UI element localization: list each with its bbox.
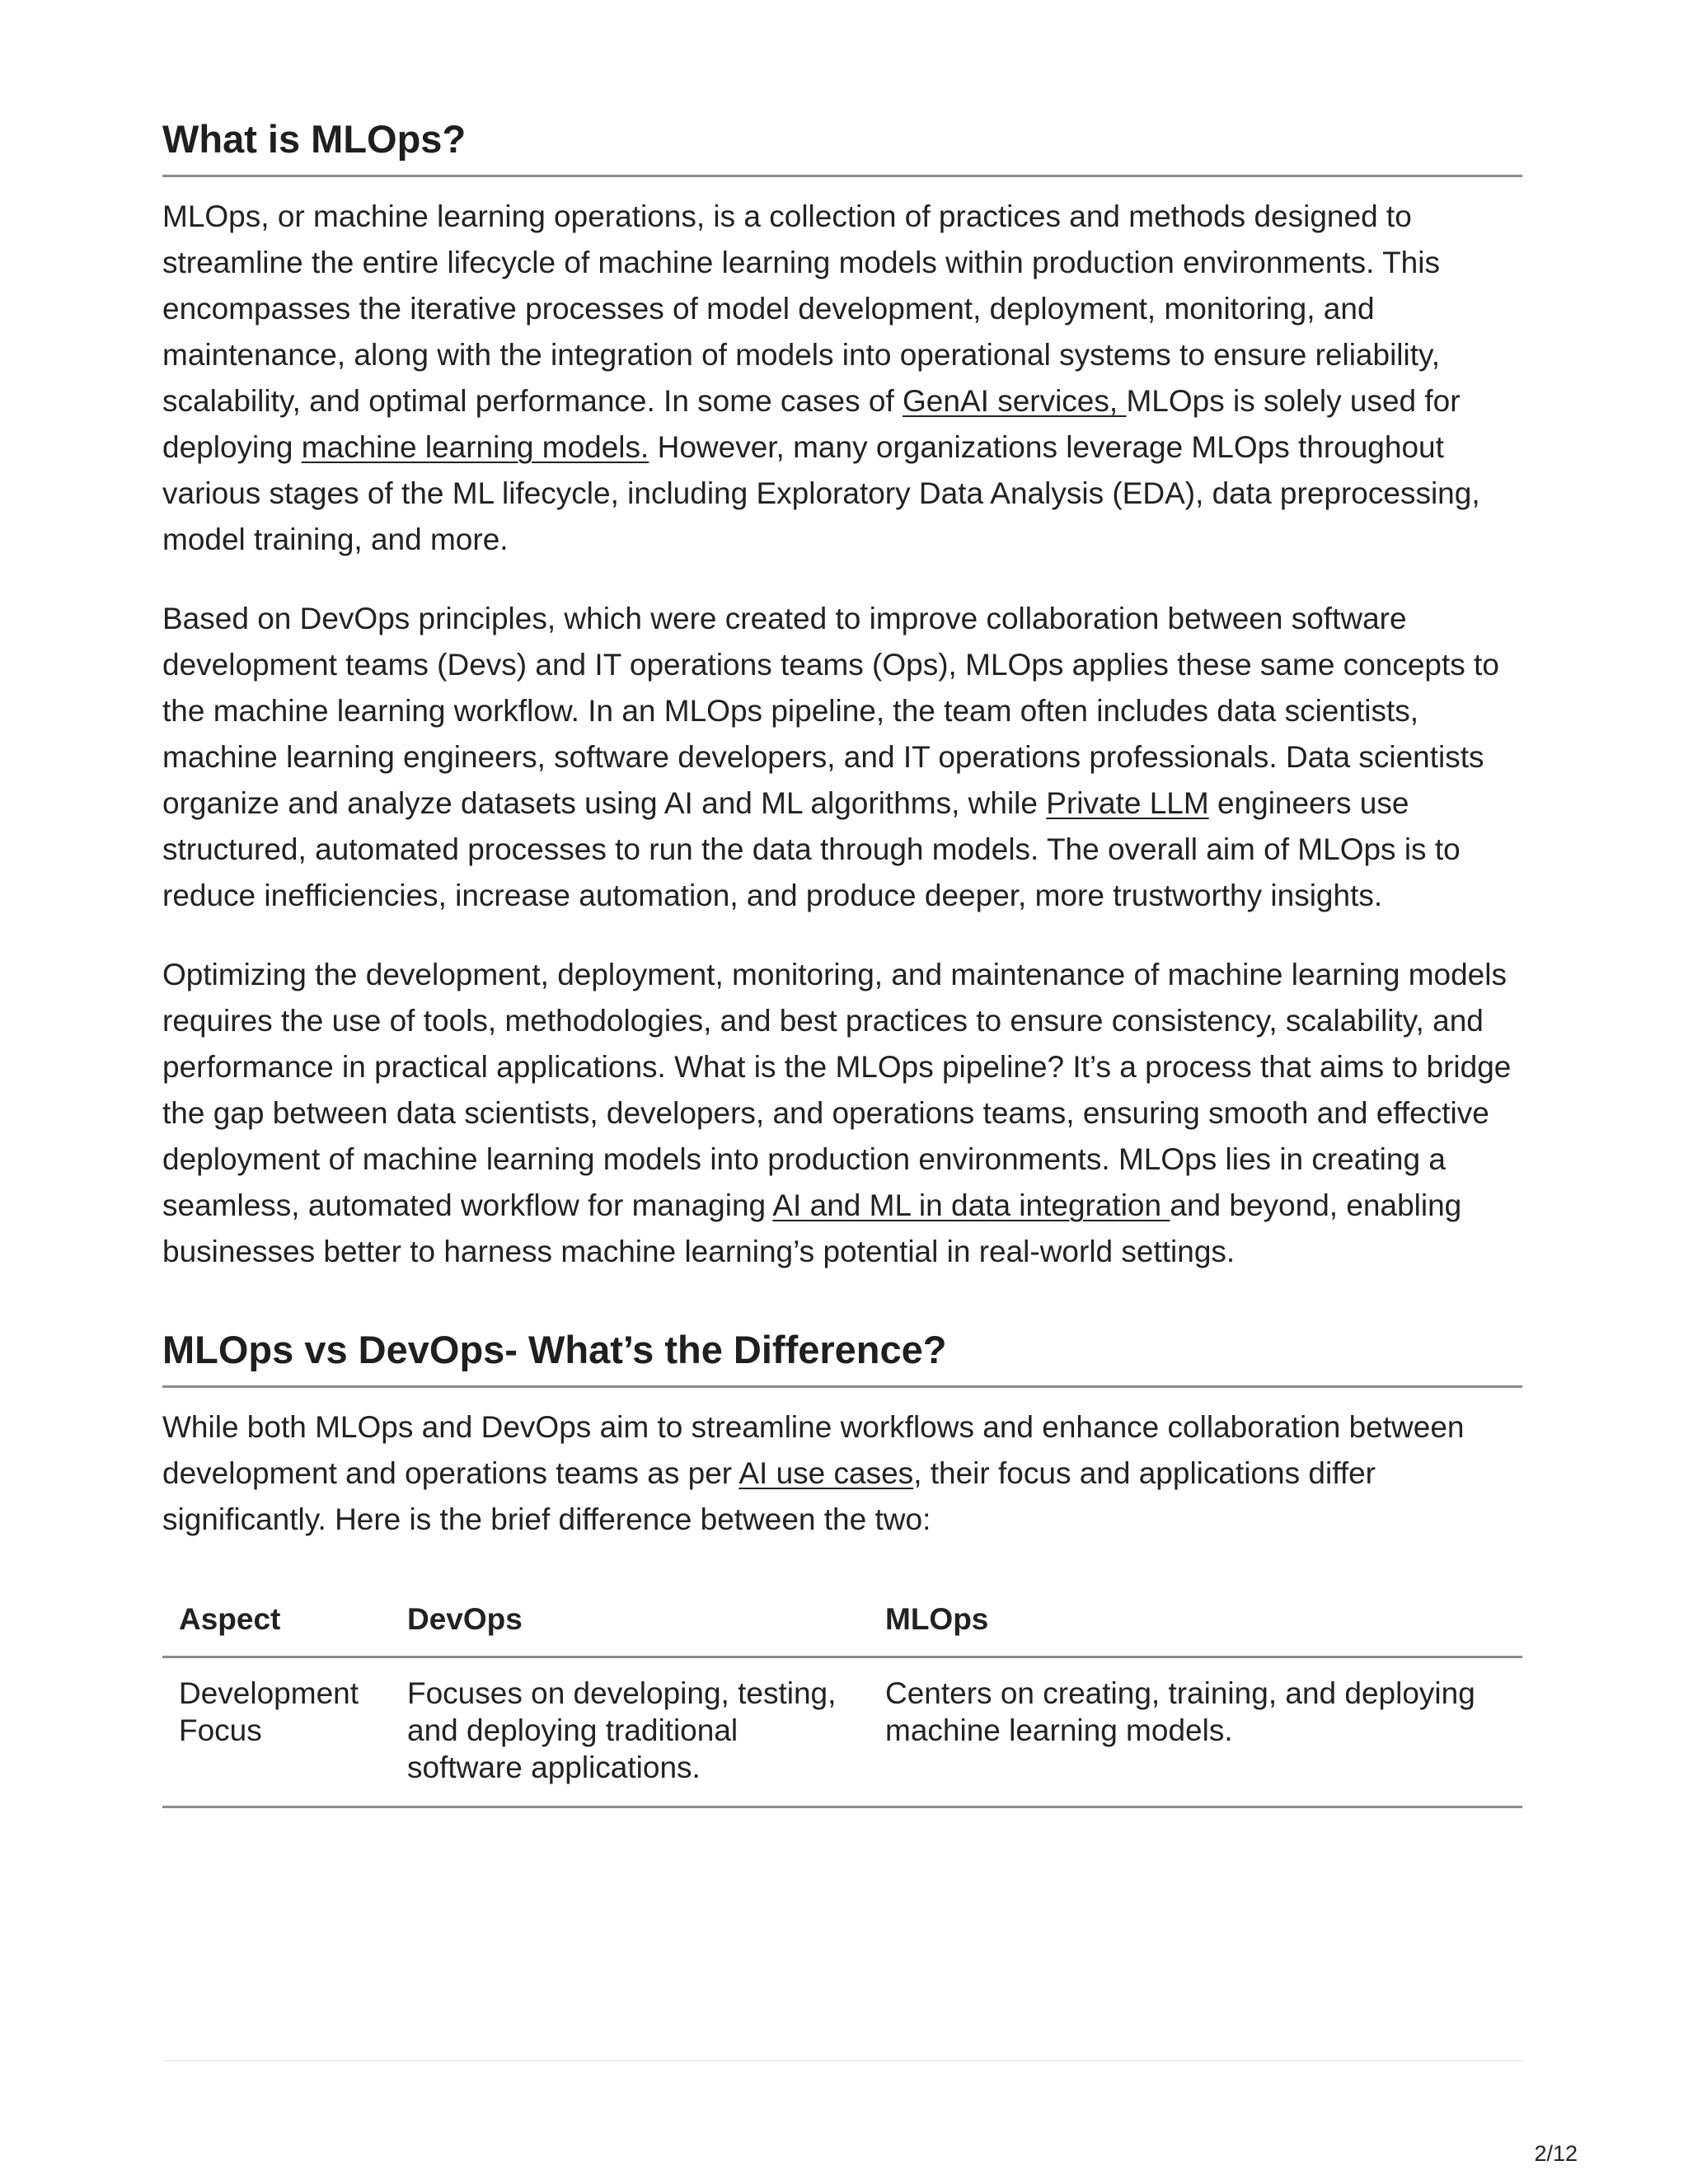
- section-title-mlops-vs-devops: MLOps vs DevOps- What’s the Difference?: [162, 1326, 1522, 1388]
- footer-divider: [162, 2060, 1522, 2061]
- text-run: While both MLOps and DevOps aim to streamline workflows and enhance collaboration between development and operations teams as per: [162, 1410, 1465, 1490]
- text-run: Based on DevOps principles, which were created to improve collaboration between software development teams (Devs) and IT operations teams (Ops), MLOps applies these same concepts to the machine learning workflow. In an MLOps pipeline, the team often includes data scientists, machine learning engineers, software developers, and IT operations professionals. Data scientists organize and analyze datasets using AI and ML algorithms, while: [162, 602, 1499, 820]
- column-header-mlops: MLOps: [869, 1586, 1522, 1657]
- article-content: [162, 115, 1522, 1808]
- column-header-aspect: Aspect: [162, 1586, 391, 1657]
- table-cell-mlops: Centers on creating, training, and deploying machine learning models.: [869, 1657, 1522, 1807]
- table-header-row: [162, 1586, 1522, 1657]
- link-private-llm[interactable]: Private LLM: [1046, 786, 1209, 820]
- text-run: , their focus and applications differ significantly. Here is the brief difference between the two:: [162, 1456, 1376, 1536]
- paragraph-mlops-pipeline: [162, 952, 1522, 1275]
- table-row: [162, 1657, 1522, 1807]
- link-genai-services[interactable]: GenAI services,: [903, 384, 1127, 418]
- text-run: MLOps is solely used for deploying: [162, 384, 1461, 464]
- text-run: MLOps, or machine learning operations, is a collection of practices and methods designed to streamline the entire lifecycle of machine learning models within production environments. This encompasses the iterative processes of model development, deployment, monitoring, and maintenance, along with the integration of models into operational systems to ensure reliability, scalability, and optimal performance. In some cases of: [162, 199, 1441, 418]
- paragraph-devops-principles: [162, 596, 1522, 919]
- link-ai-use-cases[interactable]: AI use cases: [738, 1456, 914, 1490]
- text-run: However, many organizations leverage MLOps throughout various stages of the ML lifecycle, including Exploratory Data Analysis (EDA), data preprocessing, model training, and more.: [162, 430, 1480, 556]
- column-header-devops: DevOps: [391, 1586, 869, 1657]
- paragraph-mlops-definition: [162, 194, 1522, 563]
- table-cell-aspect: Development Focus: [162, 1657, 391, 1807]
- paragraph-difference-intro: [162, 1404, 1522, 1543]
- text-run: Optimizing the development, deployment, monitoring, and maintenance of machine learning models requires the use of tools, methodologies, and best practices to ensure consistency, scalability, and performance in practical applications. What is the MLOps pipeline? It’s a process that aims to bridge the gap between data scientists, developers, and operations teams, ensuring smooth and effective deployment of machine learning models into production environments. MLOps lies in creating a seamless, automated workflow for managing: [162, 958, 1512, 1222]
- text-run: engineers use structured, automated processes to run the data through models. The overall aim of MLOps is to reduce inefficiencies, increase automation, and produce deeper, more trustworthy insights.: [162, 786, 1461, 912]
- comparison-table: [162, 1586, 1522, 1808]
- page-number: 2/12: [1534, 2141, 1578, 2166]
- section-title-what-is-mlops: What is MLOps?: [162, 115, 1522, 177]
- text-run: and beyond, enabling businesses better to harness machine learning’s potential in real-world settings.: [162, 1188, 1462, 1268]
- link-machine-learning-models[interactable]: machine learning models.: [301, 430, 649, 464]
- table-cell-devops: Focuses on developing, testing, and deploying traditional software applications.: [391, 1657, 869, 1807]
- link-ai-ml-data-integration[interactable]: AI and ML in data integration: [772, 1188, 1170, 1222]
